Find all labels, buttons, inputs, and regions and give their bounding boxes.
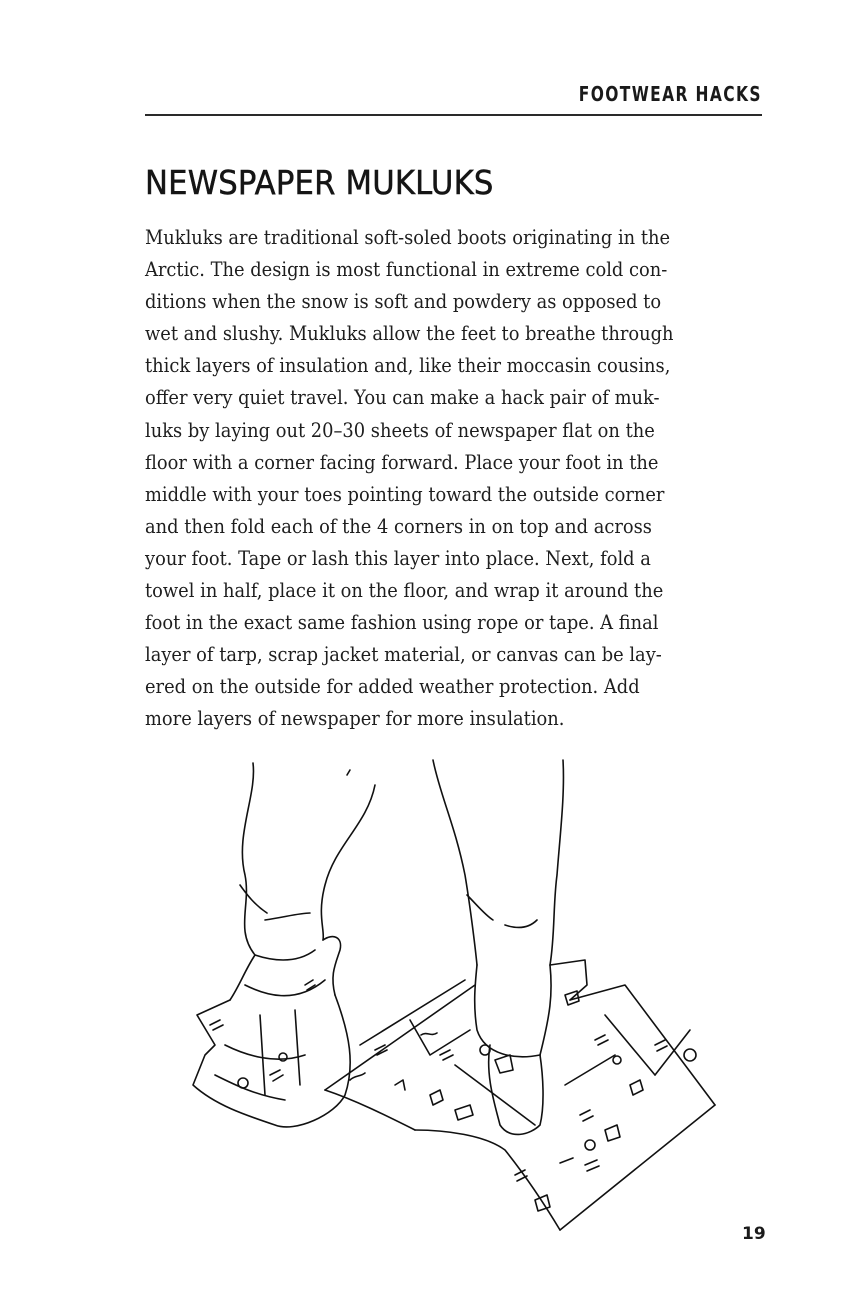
header-rule	[145, 114, 762, 116]
body-line: middle with your toes pointing toward the outside corner	[145, 482, 665, 506]
running-head: FOOTWEAR HACKS	[578, 82, 762, 106]
body-line: and then fold each of the 4 corners in on top and across	[145, 514, 652, 538]
body-line: your foot. Tape or lash this layer into place. Next, fold a	[145, 546, 651, 570]
right-leg-icon	[433, 760, 563, 965]
body-line: layer of tarp, scrap jacket material, or canvas can be lay-	[145, 643, 662, 667]
body-line: ered on the outside for added weather protection. Add	[145, 675, 640, 699]
body-line: wet and slushy. Mukluks allow the feet to breathe through	[145, 322, 674, 346]
body-line: Mukluks are traditional soft-soled boots originating in the	[145, 226, 671, 249]
body-line: luks by laying out 20–30 sheets of newspaper flat on the	[145, 418, 655, 442]
page-number: 19	[742, 1224, 766, 1244]
body-line: floor with a corner facing forward. Place your foot in the	[145, 450, 659, 474]
left-leg-icon	[240, 763, 375, 955]
body-line: offer very quiet travel. You can make a hack pair of muk-	[145, 386, 660, 410]
body-line: Arctic. The design is most functional in extreme cold con-	[145, 258, 668, 282]
body-paragraph	[145, 222, 765, 736]
body-line: thick layers of insulation and, like their moccasin cousins,	[145, 354, 671, 378]
body-line: foot in the exact same fashion using rope or tape. A final	[145, 611, 659, 635]
newspaper-sheet-icon	[325, 960, 715, 1230]
page-title: NEWSPAPER MUKLUKS	[145, 163, 494, 202]
feet-wrapped-in-newspaper-illustration	[185, 755, 745, 1250]
body-line: ditions when the snow is soft and powdery as opposed to	[145, 290, 662, 314]
body-line: towel in half, place it on the floor, and wrap it around the	[145, 579, 664, 603]
body-line: more layers of newspaper for more insulation.	[145, 707, 565, 731]
left-wrapped-foot-icon	[193, 937, 350, 1127]
